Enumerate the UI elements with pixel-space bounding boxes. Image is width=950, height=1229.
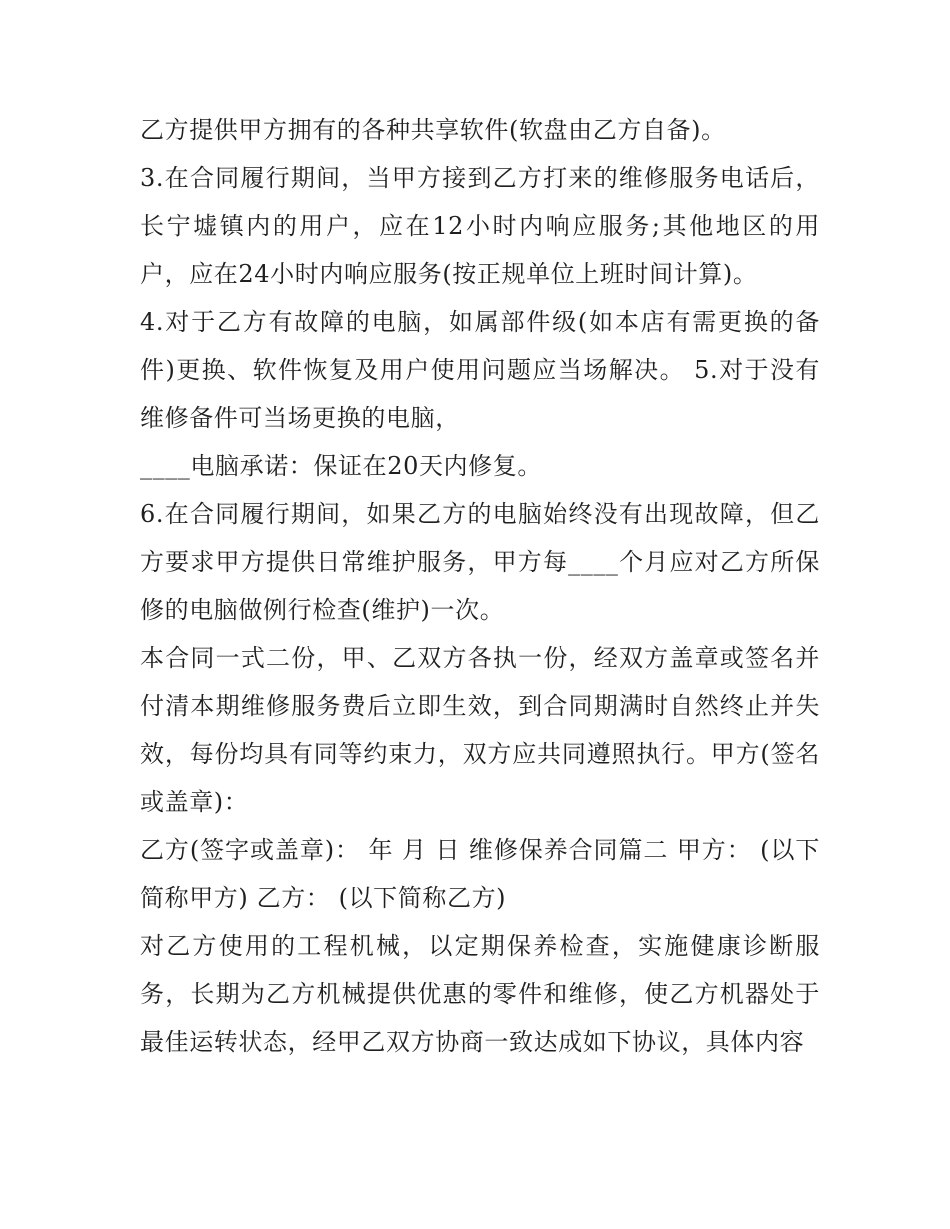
paragraph-clause-6: 6.在合同履行期间，如果乙方的电脑始终没有出现故障，但乙方要求甲方提供日常维护服务，甲方每____个月应对乙方所保修的电脑做例行检查(维护)一次。 bbox=[140, 500, 820, 624]
paragraph-maintenance-intro: 对乙方使用的工程机械，以定期保养检查，实施健康诊断服务，长期为乙方机械提供优惠的零件和维修，使乙方机器处于最佳运转状态，经甲乙双方协商一致达成如下协议，具体内容 bbox=[140, 932, 820, 1056]
document-body bbox=[140, 106, 820, 1066]
paragraph-signatures: 乙方(签字或盖章)： 年 月 日 维修保养合同篇二 甲方： (以下简称甲方) 乙方： (以下简称乙方) bbox=[140, 836, 820, 912]
paragraph-contract-validity: 本合同一式二份，甲、乙双方各执一份，经双方盖章或签名并付清本期维修服务费后立即生效，到合同期满时自然终止并失效，每份均具有同等约束力，双方应共同遵照执行。甲方(签名或盖章)： bbox=[140, 644, 820, 816]
paragraph-software: 乙方提供甲方拥有的各种共享软件(软盘由乙方自备)。 bbox=[140, 116, 726, 144]
paragraph-repair-promise: ____电脑承诺：保证在20天内修复。 bbox=[140, 452, 542, 480]
paragraph-clause-4-5: 4.对于乙方有故障的电脑，如属部件级(如本店有需更换的备件)更换、软件恢复及用户使用问题应当场解决。 5.对于没有维修备件可当场更换的电脑， bbox=[140, 308, 820, 432]
paragraph-clause-3: 3.在合同履行期间，当甲方接到乙方打来的维修服务电话后，长宁墟镇内的用户，应在12小时内响应服务;其他地区的用户，应在24小时内响应服务(按正规单位上班时间计算)。 bbox=[140, 164, 820, 288]
